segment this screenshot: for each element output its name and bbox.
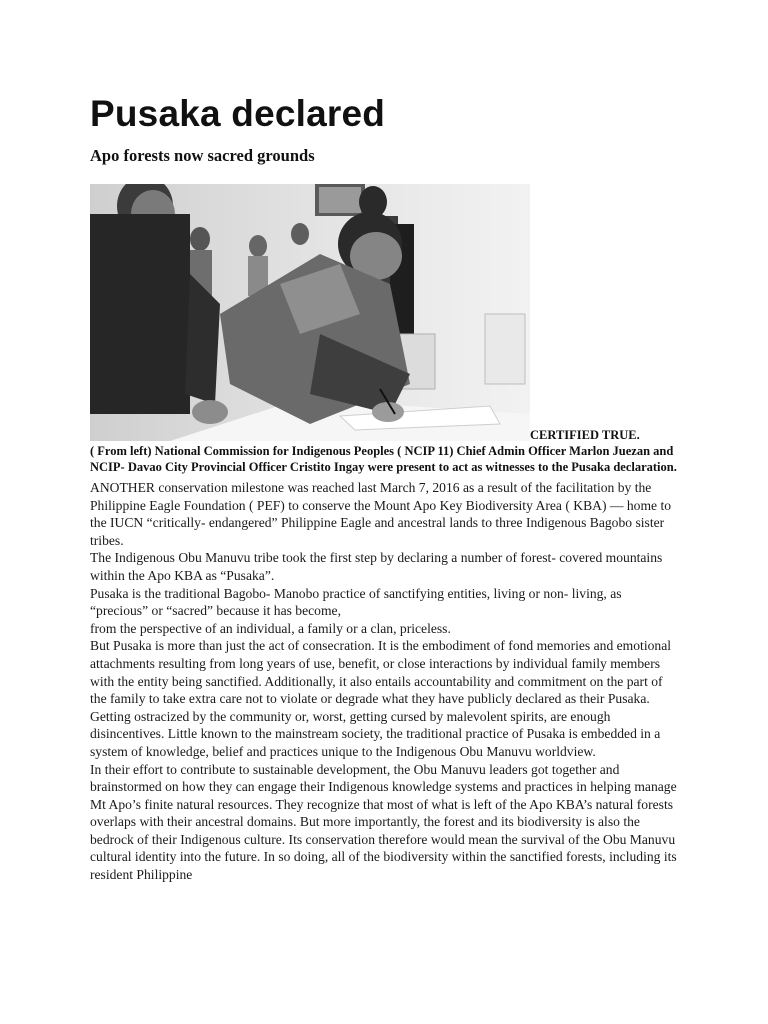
paragraph: from the perspective of an individual, a family or a clan, priceless. xyxy=(90,620,451,636)
article xyxy=(90,92,680,884)
paragraph: The Indigenous Obu Manuvu tribe took the first step by declaring a number of forest- covered mountains within the Apo KBA as “Pusaka”. xyxy=(90,550,663,583)
article-body xyxy=(90,479,680,884)
paragraph: ANOTHER conservation milestone was reached last March 7, 2016 as a result of the facilitation by the Philippine Eagle Foundation ( PEF) to conserve the Mount Apo Key Biodiversity Area ( KBA) — home to the IUCN “critically- endangered” Philippine Eagle and ancestral lands to three Indigenous Bagobo sister tribes. xyxy=(90,480,672,548)
article-subheadline: Apo forests now sacred grounds xyxy=(90,146,315,165)
photo-row xyxy=(90,184,680,441)
caption-lead: CERTIFIED TRUE. xyxy=(530,428,640,442)
news-photo xyxy=(90,184,530,441)
paragraph: Pusaka is the traditional Bagobo- Manobo practice of sanctifying entities, living or non- living, as “precious” or “sacred” because it has become, xyxy=(90,585,622,619)
paragraph: But Pusaka is more than just the act of consecration. It is the embodiment of fond memories and emotional attachments resulting from long years of use, benefit, or close interactions by individual family members with the entity being sanctified. Additionally, it also entails accountability and commitment on the part of the family to take extra care not to violate or degrade what they have publicly declared as their Pusaka. Getting ostracized by the community or, worst, getting cursed by malevolent spirits, are enough disincentives. Little known to the mainstream society, the traditional practice of Pusaka is embedded in a system of knowledge, belief and practices unique to the Indigenous Obu Manuvu worldview. xyxy=(90,638,672,759)
photo-caption: ( From left) National Commission for Indigenous Peoples ( NCIP 11) Chief Admin Officer Marlon Juezan and NCIP- Davao City Provincial Officer Cristito Ingay were present to act as witnesses to the Pusaka declaration. xyxy=(90,444,677,474)
paragraph: In their effort to contribute to sustainable development, the Obu Manuvu leaders got together and brainstormed on how they can engage their Indigenous knowledge systems and practices in helping manage Mt Apo’s finite natural resources. They recognize that most of what is left of the Apo KBA’s natural forests overlaps with their ancestral domains. But more importantly, the forest and its biodiversity is also the bedrock of their Indigenous culture. Its conservation therefore would mean the survival of the Obu Manuvu cultural identity into the future. In so doing, all of the biodiversity within the sanctified forests, including its resident Philippine xyxy=(90,761,677,883)
article-headline: Pusaka declared xyxy=(90,93,386,134)
